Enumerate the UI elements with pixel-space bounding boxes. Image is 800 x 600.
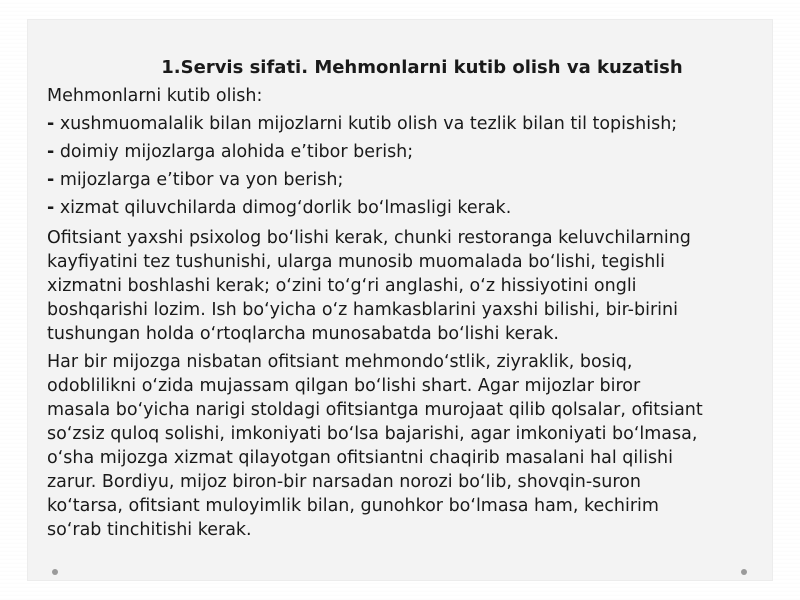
paragraph-line: xizmatni boshlashi kerak; o‘zini to‘g‘ri anglashi, o‘z hissiyotini ongli [47,276,637,296]
bullet-marker: - [47,170,55,190]
paragraph-line: odoblilikni o‘zida mujassam qilgan bo‘lishi shart. Agar mijozlar biror [47,376,641,396]
bullet-marker: - [47,198,55,218]
paragraph-line: zarur. Bordiyu, mijoz biron-bir narsadan norozi bo‘lib, shovqin-suron [47,472,641,492]
slide-title: 1.Servis sifati. Mehmonlarni kutib olish va kuzatish [161,57,683,78]
intro-line: Mehmonlarni kutib olish: [47,86,263,106]
paragraph-line: kayfiyatini tez tushunishi, ularga munosib muomalada bo‘lishi, tegishli [47,252,666,272]
bullet-text: mijozlarga e’tibor va yon berish; [54,170,344,190]
bullet-list [47,110,767,222]
bullet-item [47,110,767,138]
paragraph-line: Ofitsiant yaxshi psixolog bo‘lishi kerak, chunki restoranga keluvchilarning [47,228,691,248]
paragraph-waiter-psychology [47,226,767,346]
paragraph-line: ko‘tarsa, ofitsiant muloyimlik bilan, gunohkor bo‘lmasa ham, kechirim [47,496,659,516]
slide-content [47,56,767,542]
paragraph-line: Har bir mijozga nisbatan ofitsiant mehmondo‘stlik, ziyraklik, bosiq, [47,352,633,372]
paragraph-hospitality [47,350,767,542]
bullet-text: doimiy mijozlarga alohida e’tibor berish; [54,142,414,162]
bullet-marker: - [47,114,55,134]
paragraph-line: so‘rab tinchitishi kerak. [47,520,252,540]
bullet-text: xizmat qiluvchilarda dimog‘dorlik bo‘lmasligi kerak. [54,198,512,218]
corner-dot-left [52,569,58,575]
paragraph-line: so‘zsiz quloq solishi, imkoniyati bo‘lsa bajarishi, agar imkoniyati bo‘lmasa, [47,424,698,444]
bullet-marker: - [47,142,55,162]
bullet-item [47,138,767,166]
paragraph-line: tushungan holda o‘rtoqlarcha munosabatda bo‘lishi kerak. [47,324,559,344]
bullet-text: xushmuomalalik bilan mijozlarni kutib olish va tezlik bilan til topishish; [54,114,678,134]
paragraph-line: o‘sha mijozga xizmat qilayotgan ofitsiantni chaqirib masalani hal qilishi [47,448,674,468]
bullet-item [47,166,767,194]
paragraph-line: boshqarishi lozim. Ish bo‘yicha o‘z hamkasblarini yaxshi bilishi, bir-birini [47,300,678,320]
paragraph-line: masala bo‘yicha narigi stoldagi ofitsiantga murojaat qilib qolsalar, ofitsiant [47,400,703,420]
corner-dot-right [741,569,747,575]
bullet-item [47,194,767,222]
